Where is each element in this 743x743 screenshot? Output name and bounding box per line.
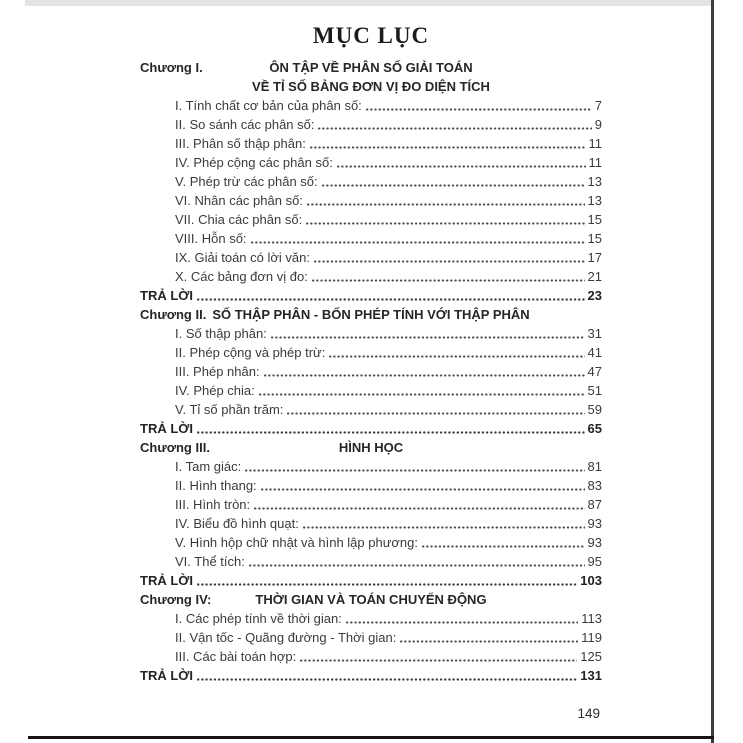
toc-item-text: II. Hình thang: (175, 478, 257, 493)
chapter-title: SỐ THẬP PHÂN - BỐN PHÉP TÍNH VỚI THẬP PHÂN (212, 307, 530, 322)
dot-leader (318, 127, 591, 130)
toc-row (140, 533, 602, 552)
toc-item-page: 11 (588, 136, 602, 151)
toc-row (140, 400, 602, 419)
toc-item-text: IV. Phép chia: (175, 383, 255, 398)
toc-item-text: VIII. Hỗn số: (175, 231, 247, 246)
dot-leader (303, 526, 585, 529)
chapter-label: Chương IV: (140, 592, 212, 607)
toc-row (140, 628, 602, 647)
toc-row (140, 324, 602, 343)
answers-page: 23 (587, 288, 602, 303)
page-number: 149 (577, 706, 600, 721)
scan-edge-right (711, 0, 714, 743)
toc-row (140, 514, 602, 533)
dot-leader (310, 146, 586, 149)
dot-leader (329, 355, 584, 358)
toc-row (140, 96, 602, 115)
toc-item-text: V. Hình hộp chữ nhật và hình lập phương: (175, 535, 419, 550)
dot-leader (312, 279, 585, 282)
toc-item-page: 15 (587, 231, 602, 246)
chapter-subtitle: VỀ TỈ SỐ BẢNG ĐƠN VỊ ĐO DIỆN TÍCH (252, 79, 490, 94)
toc-item-page: 95 (587, 554, 602, 569)
answers-label: TRẢ LỜI (140, 573, 193, 588)
toc-item-page: 13 (587, 174, 602, 189)
toc-row (140, 172, 602, 191)
toc-item-page: 119 (581, 630, 602, 645)
toc-row (140, 191, 602, 210)
dot-leader (287, 412, 584, 415)
page-title: MỤC LỤC (312, 23, 430, 48)
answers-row (140, 419, 602, 438)
toc-item-page: 7 (594, 98, 602, 113)
toc-row (140, 343, 602, 362)
toc-item-text: IV. Phép cộng các phân số: (175, 155, 333, 170)
toc-row (140, 609, 602, 628)
dot-leader (197, 583, 577, 586)
toc-item-page: 47 (587, 364, 602, 379)
chapter-label: Chương III. (140, 440, 210, 455)
toc-item-text: IX. Giải toán có lời văn: (175, 250, 310, 265)
chapter-header (140, 305, 602, 324)
toc-item-page: 9 (594, 117, 602, 132)
answers-label: TRẢ LỜI (140, 668, 193, 683)
toc-row (140, 153, 602, 172)
toc-item-text: V. Phép trừ các phân số: (175, 174, 318, 189)
answers-row (140, 286, 602, 305)
toc-item-page: 21 (587, 269, 602, 284)
toc-row (140, 115, 602, 134)
toc-item-text: II. So sánh các phân số: (175, 117, 315, 132)
toc-item-page: 87 (587, 497, 602, 512)
dot-leader (251, 241, 585, 244)
chapter-header (140, 58, 602, 96)
toc-row (140, 381, 602, 400)
chapter-label: Chương II. (140, 307, 207, 322)
dot-leader (271, 336, 585, 339)
answers-page: 131 (580, 668, 602, 683)
toc-row (140, 476, 602, 495)
toc-item-text: II. Phép cộng và phép trừ: (175, 345, 326, 360)
toc-item-page: 41 (587, 345, 602, 360)
toc-content (140, 23, 602, 685)
toc-item-text: I. Số thập phân: (175, 326, 267, 341)
answers-label: TRẢ LỜI (140, 288, 193, 303)
toc-row (140, 457, 602, 476)
toc-row (140, 495, 602, 514)
dot-leader (259, 393, 585, 396)
toc-row (140, 267, 602, 286)
toc-item-page: 11 (588, 155, 602, 170)
dot-leader (422, 545, 585, 548)
answers-row (140, 571, 602, 590)
toc-item-text: IV. Biểu đồ hình quạt: (175, 516, 299, 531)
toc-item-page: 93 (587, 535, 602, 550)
dot-leader (322, 184, 585, 187)
toc-item-page: 17 (587, 250, 602, 265)
toc-chapter-3 (140, 438, 602, 590)
dot-leader (306, 222, 584, 225)
chapter-header (140, 438, 602, 457)
toc-row (140, 647, 602, 666)
answers-page: 65 (587, 421, 602, 436)
dot-leader (197, 431, 585, 434)
chapter-label: Chương I. (140, 60, 203, 75)
toc-item-text: I. Tính chất cơ bản của phân số: (175, 98, 362, 113)
dot-leader (314, 260, 585, 263)
chapter-title: ÔN TẬP VỀ PHÂN SỐ GIẢI TOÁN (269, 60, 473, 75)
toc-chapter-4 (140, 590, 602, 685)
dot-leader (197, 678, 577, 681)
toc-item-text: VII. Chia các phân số: (175, 212, 303, 227)
chapter-title: HÌNH HỌC (338, 440, 404, 455)
toc-row (140, 210, 602, 229)
dot-leader (197, 298, 585, 301)
toc-item-text: X. Các bảng đơn vị đo: (175, 269, 308, 284)
dot-leader (249, 564, 585, 567)
toc-item-page: 113 (581, 611, 602, 626)
toc-row (140, 229, 602, 248)
toc-item-text: VI. Nhân các phân số: (175, 193, 303, 208)
dot-leader (307, 203, 585, 206)
toc-row (140, 134, 602, 153)
toc-item-text: V. Tỉ số phần trăm: (175, 402, 284, 417)
chapter-header (140, 590, 602, 609)
toc-item-text: III. Hình tròn: (175, 497, 251, 512)
toc-row (140, 248, 602, 267)
toc-item-text: I. Tam giác: (175, 459, 242, 474)
dot-leader (300, 659, 577, 662)
toc-item-page: 93 (587, 516, 602, 531)
toc-item-page: 59 (587, 402, 602, 417)
toc-item-text: III. Phép nhân: (175, 364, 260, 379)
toc-item-page: 83 (587, 478, 602, 493)
toc-item-page: 31 (587, 326, 602, 341)
toc-chapter-2 (140, 305, 602, 438)
toc-row (140, 552, 602, 571)
dot-leader (337, 165, 586, 168)
toc-item-text: III. Các bài toán hợp: (175, 649, 297, 664)
toc-item-page: 13 (587, 193, 602, 208)
dot-leader (245, 469, 584, 472)
answers-label: TRẢ LỜI (140, 421, 193, 436)
dot-leader (261, 488, 585, 491)
toc-item-text: III. Phân số thập phân: (175, 136, 306, 151)
table-of-contents (140, 58, 602, 685)
toc-item-page: 15 (587, 212, 602, 227)
toc-row (140, 362, 602, 381)
chapter-title: THỜI GIAN VÀ TOÁN CHUYỂN ĐỘNG (255, 592, 487, 607)
dot-leader (366, 108, 592, 111)
toc-item-page: 81 (587, 459, 602, 474)
answers-row (140, 666, 602, 685)
toc-chapter-1 (140, 58, 602, 305)
scan-edge-top (25, 0, 713, 6)
toc-item-page: 51 (587, 383, 602, 398)
toc-item-page: 125 (580, 649, 602, 664)
answers-page: 103 (580, 573, 602, 588)
toc-item-text: VI. Thể tích: (175, 554, 245, 569)
dot-leader (346, 621, 578, 624)
toc-item-text: II. Vận tốc - Quãng đường - Thời gian: (175, 630, 397, 645)
dot-leader (400, 640, 578, 643)
dot-leader (264, 374, 585, 377)
toc-item-text: I. Các phép tính về thời gian: (175, 611, 342, 626)
dot-leader (254, 507, 584, 510)
scan-edge-bottom (28, 736, 714, 739)
